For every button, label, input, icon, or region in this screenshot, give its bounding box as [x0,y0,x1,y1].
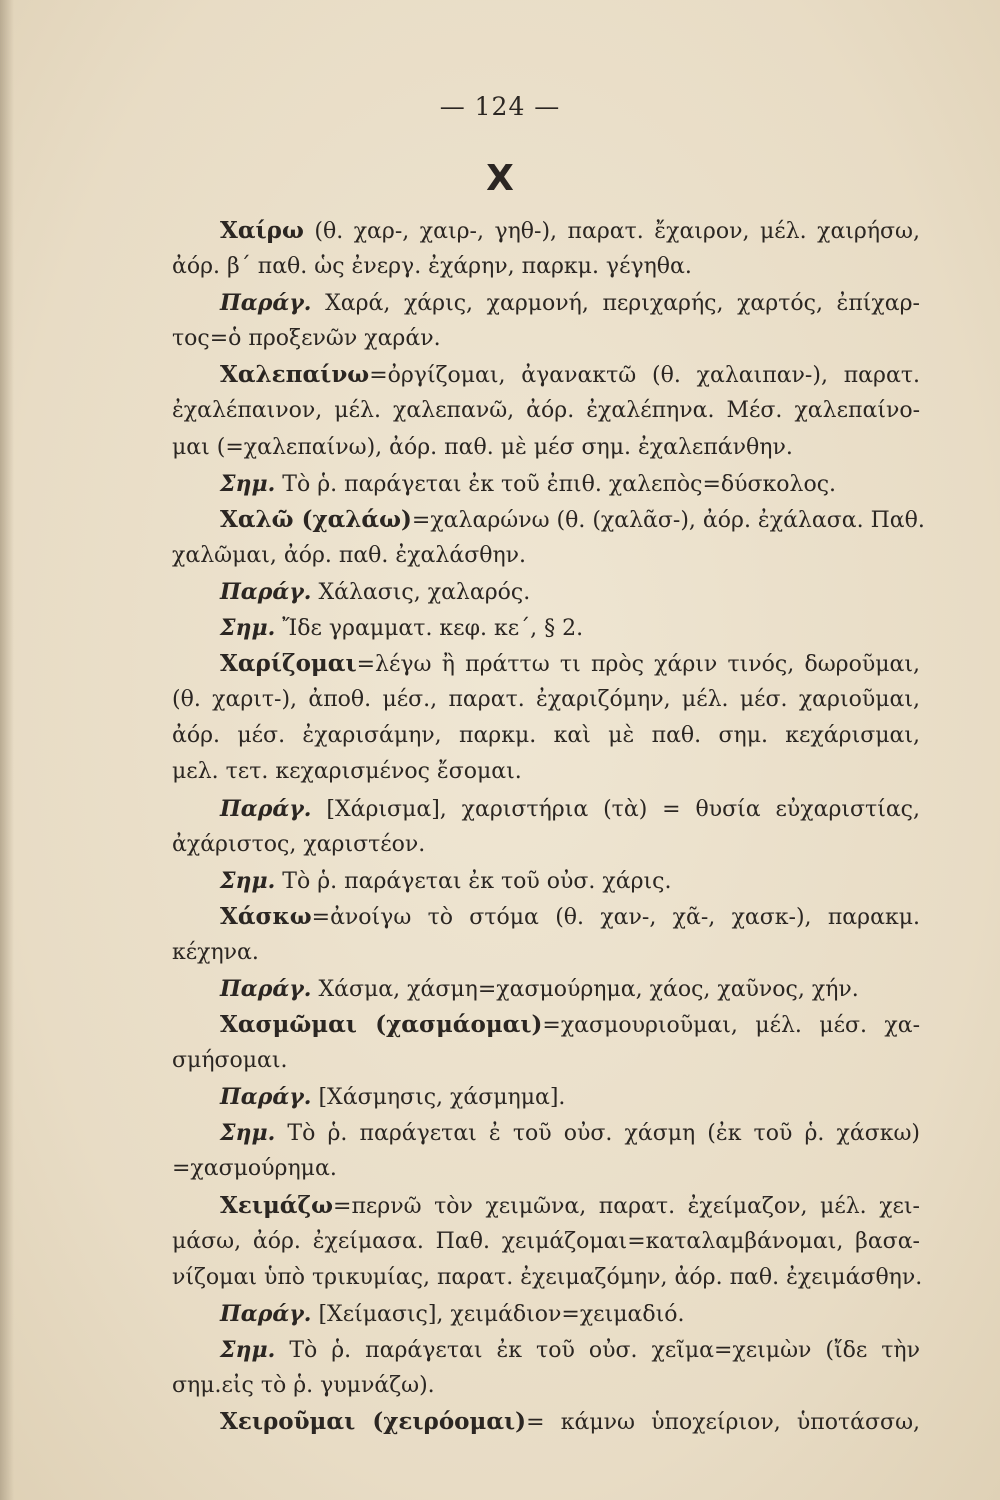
section-letter: Χ [486,158,514,199]
entry-text: Χαρά, χάρις, χαρμονή, περιχαρής, χαρτός, ἐπίχαρ- [311,291,920,317]
entry-headword: Χαλεπαίνω [220,361,370,389]
text-line [172,1115,920,1151]
text-line [172,1151,920,1187]
text-line [172,1007,920,1043]
entry-label: Παράγ. [220,975,312,1002]
text-line [172,466,920,502]
entry-label: Παράγ. [220,1084,312,1111]
text-line [172,1296,920,1332]
entry-headword: Χαίρω [220,217,304,244]
dictionary-text [172,213,925,1440]
text-line [172,610,920,646]
text-line [172,791,920,827]
entry-text: Τὸ ῥ. παράγεται ἐκ τοῦ οὐσ. χεῖμα=χειμὼν (ἴδε τὴν [275,1337,920,1363]
entry-text: =περνῶ τὸν χειμῶνα, παρατ. ἐχείμαζον, μέλ. χει- [333,1193,920,1219]
entry-label: Σημ. [220,1120,276,1147]
text-line [172,393,920,429]
text-line [172,971,920,1007]
entry-text: μάσω, ἀόρ. ἐχείμασα. Παθ. χειμάζομαι=καταλαμβάνομαι, βασα- [172,1228,920,1254]
entry-text: (θ. χαριτ-), ἀποθ. μέσ., παρατ. ἐχαριζόμην, μέλ. μέσ. χαριοῦμαι, [172,687,920,713]
entry-text: ἀόρ. μέσ. ἐχαρισάμην, παρκμ. καὶ μὲ παθ. σημ. κεχάρισμαι, [172,723,920,749]
entry-text: σμήσομαι. [172,1048,288,1074]
entry-text: =χασμούρημα. [172,1156,337,1182]
page-number: — 124 — [439,92,561,121]
entry-label: Σημ. [220,615,276,642]
text-line [172,827,920,863]
entry-text: =ἀνοίγω τὸ στόμα (θ. χαν-, χᾶ-, χασκ-), παρακμ. [311,904,920,930]
text-line [172,1404,920,1440]
binding-shadow [0,0,14,1500]
text-line [172,249,920,285]
entry-headword: Χειροῦμαι (χειρόομαι) [220,1408,527,1436]
entry-label: Παράγ. [220,795,312,822]
entry-text: Χάσμα, χάσμη=χασμούρημα, χάος, χαῦνος, χήν. [311,976,859,1002]
text-line [172,538,920,574]
entry-text: Ἴδε γραμματ. κεφ. κε΄, § 2. [275,616,584,642]
entry-text: =ὀργίζομαι, ἀγανακτῶ (θ. χαλαιπαν-), παρατ. [369,363,920,389]
text-line [172,285,920,321]
text-line [172,502,925,538]
entry-text: (θ. χαρ-, χαιρ-, γηθ-), παρατ. ἔχαιρον, μέλ. χαιρήσω, [303,219,920,244]
text-line [172,213,920,249]
entry-text: ἀόρ. β΄ παθ. ὡς ἐνεργ. ἐχάρην, παρκμ. γέγηθα. [172,254,692,280]
entry-headword: Χαλῶ (χαλάω) [220,505,412,533]
entry-text: κέχηνα. [172,939,259,965]
entry-text: [Χάσμησις, χάσμημα]. [311,1085,566,1111]
text-line [172,1260,923,1296]
entry-text: Τὸ ῥ. παράγεται ἐ τοῦ οὐσ. χάσμη (ἐκ τοῦ ῥ. χάσκω) [275,1121,920,1147]
text-line [172,754,920,790]
entry-headword: Χάσκω [220,902,312,930]
entry-label: Σημ. [220,867,276,894]
entry-text: χαλῶμαι, ἀόρ. παθ. ἐχαλάσθην. [172,542,527,568]
text-line [172,1368,920,1404]
entry-label: Σημ. [220,1336,276,1363]
entry-text: Τὸ ῥ. παράγεται ἐκ τοῦ οὐσ. χάρις. [275,868,672,894]
text-line [172,1188,920,1224]
entry-label: Παράγ. [220,578,312,605]
entry-text: =χασμουριοῦμαι, μέλ. μέσ. χα- [542,1013,920,1039]
entry-label: Σημ. [220,470,276,497]
text-line [172,357,920,393]
entry-headword: Χειμάζω [220,1191,334,1219]
entry-label: Παράγ. [220,290,312,317]
entry-text: Τὸ ῥ. παράγεται ἐκ τοῦ ἐπιθ. χαλεπὸς=δύσκολος. [275,471,837,497]
text-line [172,574,920,610]
entry-text: =χαλαρώνω (θ. (χαλᾶσ-), ἀόρ. ἐχάλασα. Παθ. [411,507,925,533]
text-line [172,646,920,682]
entry-text: σημ.εἰς τὸ ῥ. γυμνάζω). [172,1373,435,1398]
entry-text: =λέγω ἢ πράττω τι πρὸς χάριν τινός, δωροῦμαι, [356,652,920,678]
entry-text: = κάμνω ὑποχείριον, ὑποτάσσω, [526,1410,920,1436]
text-line [172,1224,920,1260]
entry-text: μελ. τετ. κεχαρισμένος ἔσομαι. [172,759,522,785]
entry-label: Παράγ. [220,1300,312,1327]
entry-text: μαι (=χαλεπαίνω), ἀόρ. παθ. μὲ μέσ σημ. ἐχαλεπάνθην. [172,434,793,460]
text-line [172,430,920,466]
text-line [172,1043,920,1079]
text-line [172,899,920,935]
text-line [172,321,920,357]
entry-text: ἀχάριστος, χαριστέον. [172,831,426,857]
entry-text: [Χείμασις], χειμάδιον=χειμαδιό. [311,1301,685,1327]
entry-text: [Χάρισμα], χαριστήρια (τὰ) = θυσία εὐχαριστίας, [311,796,920,822]
entry-headword: Χασμῶμαι (χασμάομαι) [220,1011,543,1039]
entry-text: ἐχαλέπαινον, μέλ. χαλεπανῶ, ἀόρ. ἐχαλέπηνα. Μέσ. χαλεπαίνο- [172,398,920,424]
text-line [172,1332,920,1368]
text-line [172,718,920,754]
entry-text: Χάλασις, χαλαρός. [311,579,531,605]
entry-headword: Χαρίζομαι [220,650,357,678]
entry-text: τος=ὁ προξενῶν χαράν. [172,326,441,352]
text-line [172,935,920,971]
text-line [172,863,920,899]
text-line [172,682,920,718]
text-line [172,1079,920,1115]
entry-text: νίζομαι ὑπὸ τρικυμίας, παρατ. ἐχειμαζόμην, ἀόρ. παθ. ἐχειμάσθην. [172,1264,923,1290]
